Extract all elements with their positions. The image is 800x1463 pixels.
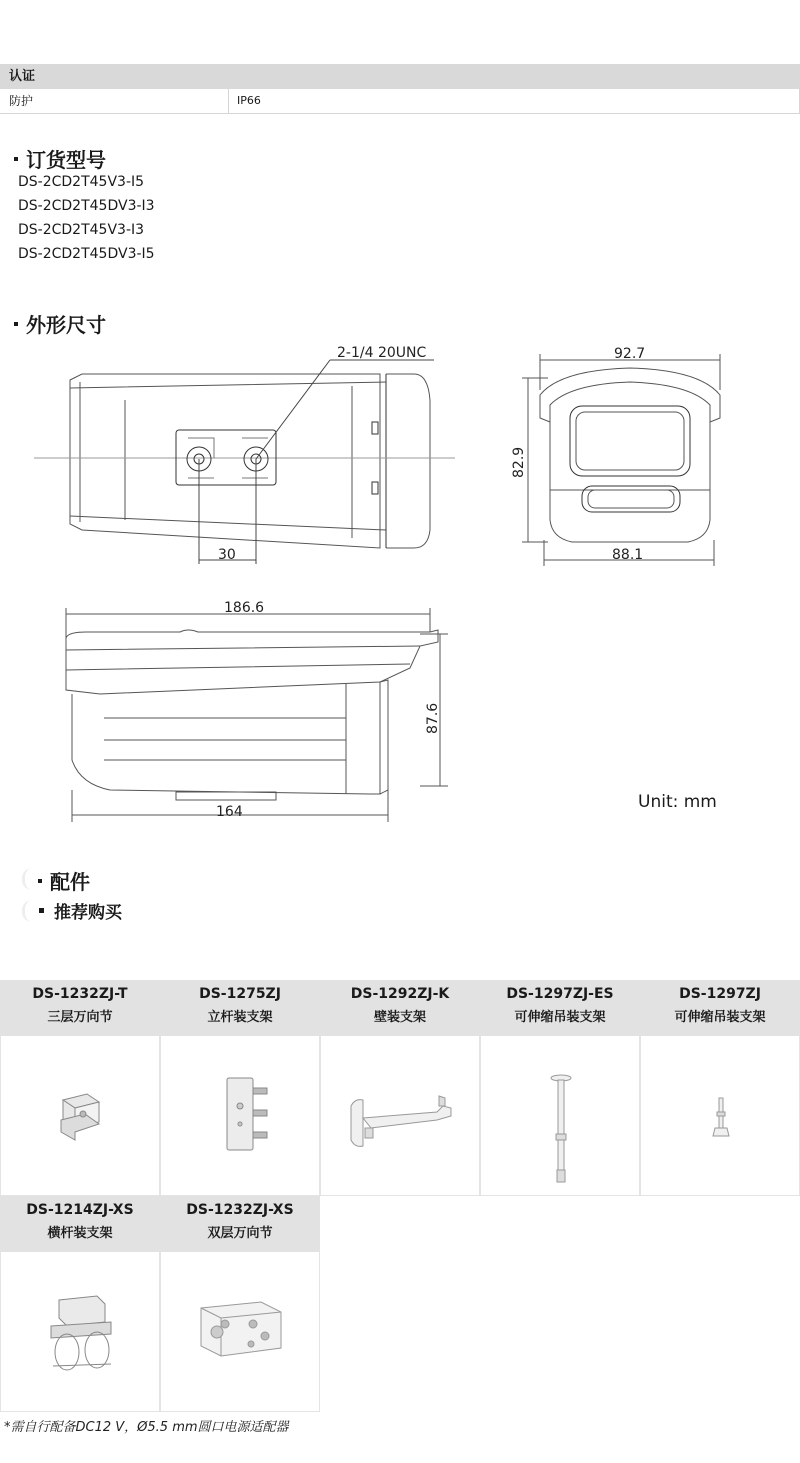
- accessory-header: [160, 980, 320, 1036]
- model-item: DS-2CD2T45DV3-I5: [18, 246, 155, 262]
- accessory-desc: 壁装支架: [373, 1010, 426, 1025]
- model-item: DS-2CD2T45V3-I3: [18, 222, 145, 238]
- pole-mount-bracket-icon: [161, 1036, 321, 1196]
- accessory-header: [480, 980, 640, 1036]
- accessory-card: [0, 1196, 160, 1412]
- accessory-card: [160, 1196, 320, 1412]
- accessory-image: [0, 1036, 160, 1196]
- accessory-image: [320, 1036, 480, 1196]
- accessory-desc: 双层万向节: [207, 1226, 273, 1241]
- side-height-label: 87.6: [425, 702, 441, 734]
- bullet-icon: [14, 322, 18, 326]
- accessory-code: DS-1214ZJ-XS: [26, 1202, 134, 1218]
- accessory-code: DS-1232ZJ-T: [32, 986, 128, 1002]
- ordering-section-title: [14, 144, 106, 173]
- bullet-icon: [39, 908, 44, 913]
- accessory-header: [640, 980, 800, 1036]
- bullet-icon: [14, 157, 18, 161]
- accessory-image: [480, 1036, 640, 1196]
- accessory-code: DS-1292ZJ-K: [350, 986, 450, 1002]
- accessory-card: [480, 980, 640, 1196]
- front-height-label: 82.9: [511, 446, 527, 478]
- horizontal-pole-bracket-icon: [1, 1252, 161, 1412]
- accessory-card: [320, 980, 480, 1196]
- front-width-bottom-label: 88.1: [612, 547, 644, 563]
- accessory-desc: 立杆装支架: [207, 1010, 273, 1025]
- double-joint-mount-icon: [161, 1252, 321, 1412]
- accessory-header: [0, 980, 160, 1036]
- decorative-mark: [22, 868, 32, 890]
- spec-section-header: 认证: [0, 64, 800, 89]
- accessory-image: [160, 1036, 320, 1196]
- front-width-top-label: 92.7: [614, 346, 646, 362]
- accessory-image: [0, 1252, 160, 1412]
- accessory-header: [320, 980, 480, 1036]
- decorative-mark: [22, 900, 32, 922]
- recommend-subtitle: [39, 898, 122, 923]
- cell-divider: [228, 89, 229, 113]
- unit-label: Unit: mm: [638, 792, 717, 812]
- spec-value: IP66: [237, 94, 261, 107]
- side-view-drawing: [40, 590, 460, 830]
- spec-table: [0, 64, 800, 114]
- accessory-card: [0, 980, 160, 1196]
- accessory-image: [640, 1036, 800, 1196]
- dimensions-title-text: 外形尺寸: [26, 313, 106, 337]
- footnote: *需自行配备DC12 V，Ø5.5 mm圆口电源适配器: [4, 1420, 289, 1435]
- accessory-desc: 横杆装支架: [47, 1226, 113, 1241]
- triple-joint-mount-icon: [1, 1036, 161, 1196]
- recommend-subtitle-text: 推荐购买: [54, 903, 122, 923]
- accessory-card: [160, 980, 320, 1196]
- spec-row: [0, 89, 800, 114]
- bullet-icon: [38, 879, 42, 883]
- telescopic-pendant-small-icon: [641, 1036, 800, 1196]
- front-view-drawing: [500, 340, 740, 570]
- accessory-code: DS-1297ZJ-ES: [506, 986, 614, 1002]
- accessory-image: [160, 1252, 320, 1412]
- accessory-code: DS-1297ZJ: [679, 986, 761, 1002]
- accessories-title-text: 配件: [50, 870, 90, 894]
- accessory-code: DS-1232ZJ-XS: [186, 1202, 294, 1218]
- accessory-header: [0, 1196, 160, 1252]
- spec-key: 防护: [9, 94, 34, 108]
- accessory-card: [640, 980, 800, 1196]
- wall-mount-bracket-icon: [321, 1036, 481, 1196]
- hole-spacing-label: 30: [218, 547, 236, 563]
- accessory-desc: 可伸缩吊装支架: [514, 1010, 606, 1025]
- bottom-view-drawing: [0, 330, 480, 575]
- ordering-title-text: 订货型号: [26, 148, 106, 172]
- accessory-code: DS-1275ZJ: [199, 986, 281, 1002]
- accessories-section-title: [38, 866, 90, 895]
- accessory-desc: 三层万向节: [47, 1010, 113, 1025]
- model-item: DS-2CD2T45V3-I5: [18, 174, 145, 190]
- thread-label: 2-1/4 20UNC: [337, 345, 427, 361]
- accessory-header: [160, 1196, 320, 1252]
- model-item: DS-2CD2T45DV3-I3: [18, 198, 155, 214]
- side-length-top-label: 186.6: [224, 600, 265, 616]
- side-length-bottom-label: 164: [216, 804, 243, 820]
- telescopic-pendant-icon: [481, 1036, 641, 1196]
- accessory-desc: 可伸缩吊装支架: [674, 1010, 766, 1025]
